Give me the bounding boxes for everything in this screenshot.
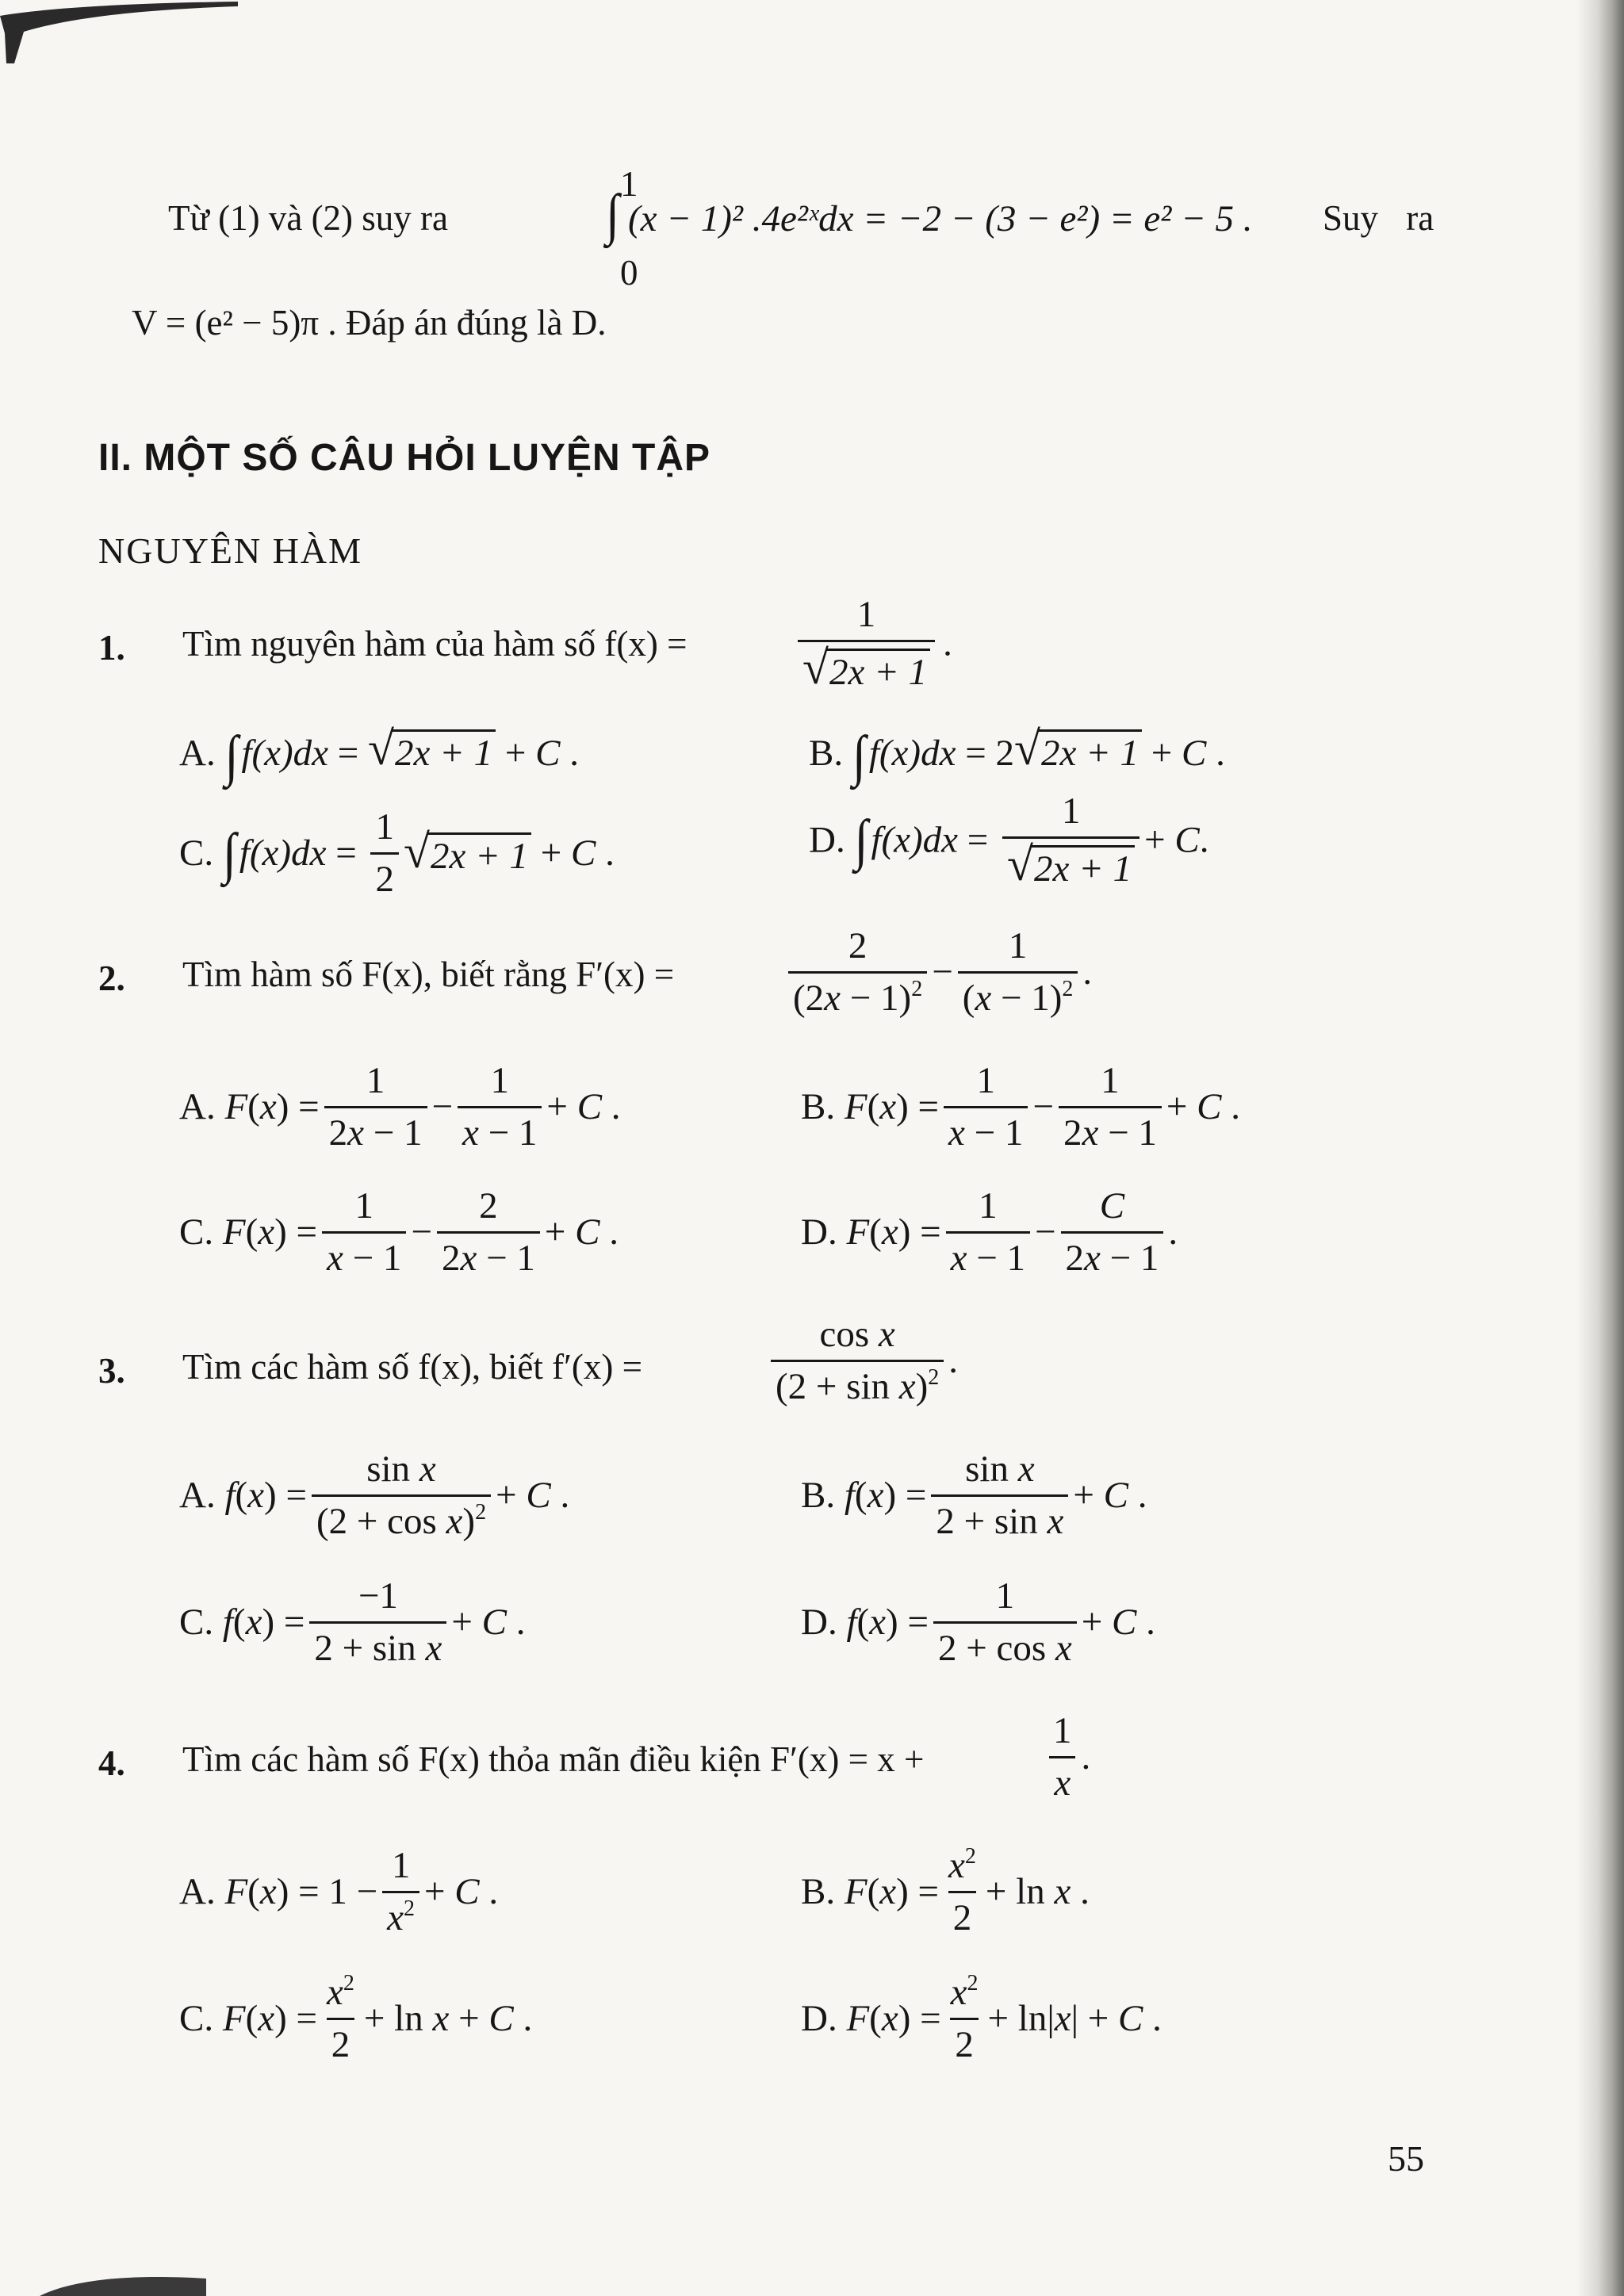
question-3-derivative: $\frac{\text{cos x}}{(2 + \sin x)^2}$ .	[766, 1316, 958, 1406]
question-2-option-c: C. F(x) = $\frac{1}{x - 1}$ − $\frac{2}{2x - 1}$ + C .	[179, 1185, 619, 1279]
question-3-option-b: B. f(x) = $\frac{\text{sin x}}{\text{2 + sin x}}$ + C .	[801, 1448, 1147, 1542]
question-1-option-c: C. ∫f(x)dx = $\frac{1}{2}$ √ 2x + 1 + C .	[179, 806, 615, 900]
question-3-option-c: C. f(x) = $\frac{-1}{\text{2 + sin x}}$ + C .	[179, 1575, 526, 1669]
question-1-prompt: Tìm nguyên hàm của hàm số f(x) =	[182, 624, 688, 664]
question-1-number: 1.	[98, 628, 125, 668]
binding-edge-shadow	[1576, 0, 1624, 2296]
q1-fraction-numerator: 1	[856, 594, 876, 635]
question-3-option-d: D. f(x) = $\frac{1}{\text{2 + cos x}}$ + C .	[801, 1575, 1155, 1669]
integral-sign: ∫	[606, 183, 619, 247]
question-1-option-a: A. ∫f(x)dx = √ 2x + 1 + C .	[179, 722, 579, 788]
integral-lower-limit: 0	[620, 253, 638, 293]
question-2-option-b: B. F(x) = $\frac{1}{x - 1}$ − $\frac{1}{2x - 1}$ + C .	[801, 1060, 1240, 1154]
intro-line1-text: Từ (1) và (2) suy ra	[168, 198, 449, 238]
question-2-option-d: D. F(x) = $\frac{1}{x - 1}$ − $\frac{C}{2x - 1}$ .	[801, 1185, 1178, 1279]
question-2-option-a: A. F(x) = $\frac{1}{2x - 1}$ − $\frac{1}{x - 1}$ + C .	[179, 1060, 621, 1154]
intro-line1-end: Suy ra	[1323, 198, 1434, 238]
question-4-option-d: D. F(x) = $\frac{x^2}{2}$ + ln|x| + C .	[801, 1971, 1162, 2065]
question-1-option-b: B. ∫f(x)dx = 2 √ 2x + 1 + C .	[809, 722, 1225, 788]
question-4-option-c: C. F(x) = $\frac{x^2}{2}$ + ln x + C .	[179, 1971, 533, 2065]
question-2-derivative: $\frac{2}{(2x - 1)^2}$ − $\frac{1}{(x - 1)^2}$ .	[783, 928, 1092, 1017]
section-title: II. MỘT SỐ CÂU HỎI LUYỆN TẬP	[98, 437, 711, 479]
q1-fraction-denominator: 2x + 1	[826, 649, 930, 691]
question-3-prompt: Tìm các hàm số f(x), biết f′(x) =	[182, 1347, 643, 1387]
question-3-number: 3.	[98, 1351, 125, 1391]
question-2-prompt: Tìm hàm số F(x), biết rằng F′(x) =	[182, 955, 675, 994]
intro-integral-body: (x − 1)² .4e²ˣdx = −2 − (3 − e²) = e² − 5 .	[628, 198, 1253, 239]
intro-line2: V = (e² − 5)π . Đáp án đúng là D.	[132, 303, 607, 342]
section-subtitle: NGUYÊN HÀM	[98, 530, 363, 571]
question-1-option-d: D. ∫f(x)dx = 1 √ 2x + 1 + C.	[809, 790, 1209, 890]
question-4-option-a: A. F(x) = 1 − $\frac{1}{x^2}$ + C .	[179, 1845, 499, 1938]
scan-bottom-mark	[0, 2248, 206, 2296]
page-number: 55	[1388, 2138, 1424, 2179]
integral-upper-limit: 1	[620, 164, 638, 204]
question-4-number: 4.	[98, 1743, 125, 1783]
scan-corner-mark	[0, 0, 285, 63]
question-1-fraction: 1 √ 2x + 1 .	[793, 596, 952, 691]
question-3-option-a: A. f(x) = $\frac{\text{sin x}}{(2 + \cos x)^2}$ + C .	[179, 1448, 570, 1542]
question-4-fraction: $\frac{1}{x}$ .	[1044, 1712, 1090, 1802]
question-2-number: 2.	[98, 959, 125, 998]
question-4-option-b: B. F(x) = $\frac{x^2}{2}$ + ln x .	[801, 1844, 1090, 1938]
question-4-prompt: Tìm các hàm số F(x) thỏa mãn điều kiện F′(x) = x +	[182, 1739, 925, 1779]
